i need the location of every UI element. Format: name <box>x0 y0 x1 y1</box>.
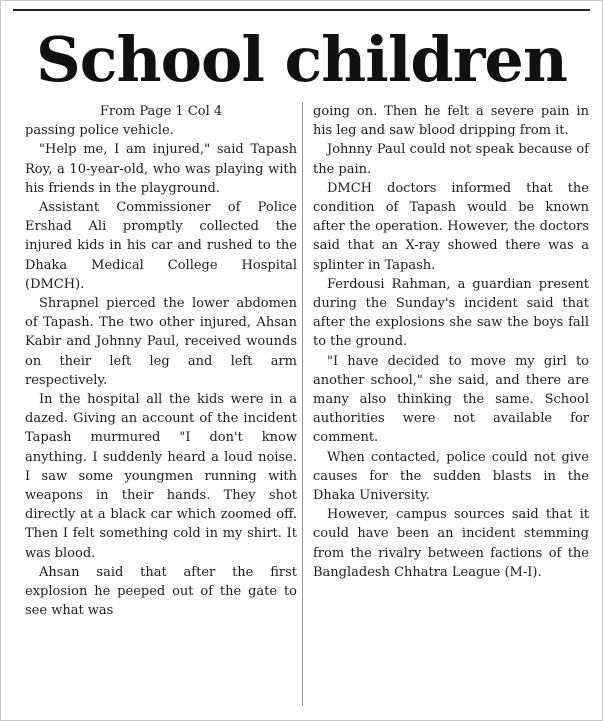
paragraph: When contacted, police could not give causes for the sudden blasts in the Dhaka University. <box>313 449 589 504</box>
jump-line: From Page 1 Col 4 <box>99 104 223 119</box>
paragraph: Assistant Commissioner of Police Ershad Ali promptly collected the injured kids in his car and rushed to the Dhaka Medical College Hospital (DMCH). <box>25 200 297 292</box>
paragraph: However, campus sources said that it could have been an incident stemming from the rivalry between factions of the Bangladesh Chhatra League (M-I). <box>313 507 589 580</box>
paragraph: Shrapnel pierced the lower abdomen of Tapash. The two other injured, Ahsan Kabir and Johnny Paul, received wounds on their left leg and left arm respectively. <box>25 296 297 388</box>
headline: School children <box>36 23 567 96</box>
column-divider <box>302 102 303 706</box>
paragraph: Ferdousi Rahman, a guardian present during the Sunday's incident said that after the explosions she saw the boys fall to the ground. <box>313 276 589 350</box>
right-column <box>313 102 589 582</box>
paragraph: passing police vehicle. <box>25 123 174 139</box>
paragraph: "I have decided to move my girl to another school," she said, and there are many also thinking the same. School authorities were not available for comment. <box>313 353 589 446</box>
paragraph: DMCH doctors informed that the condition of Tapash would be known after the operation. However, the doctors said that an X-ray showed there was a splinter in Tapash. <box>313 180 589 273</box>
paragraph: going on. Then he felt a severe pain in his leg and saw blood dripping from it. <box>313 104 589 139</box>
paragraph: Johnny Paul could not speak because of the pain. <box>313 142 589 177</box>
left-column <box>25 102 297 620</box>
top-rule <box>13 9 590 11</box>
paragraph: Ahsan said that after the first explosion he peeped out of the gate to see what was <box>25 564 297 619</box>
paragraph: In the hospital all the kids were in a dazed. Giving an account of the incident Tapash murmured "I don't know anything. I suddenly heard a loud noise. I saw some youngmen running with weapons in their hands. They shot directly at a black car which zoomed off. Then I felt something cold in my shirt. It was blood. <box>25 392 297 561</box>
paragraph: "Help me, I am injured," said Tapash Roy, a 10-year-old, who was playing with his friends in the playground. <box>25 142 297 196</box>
